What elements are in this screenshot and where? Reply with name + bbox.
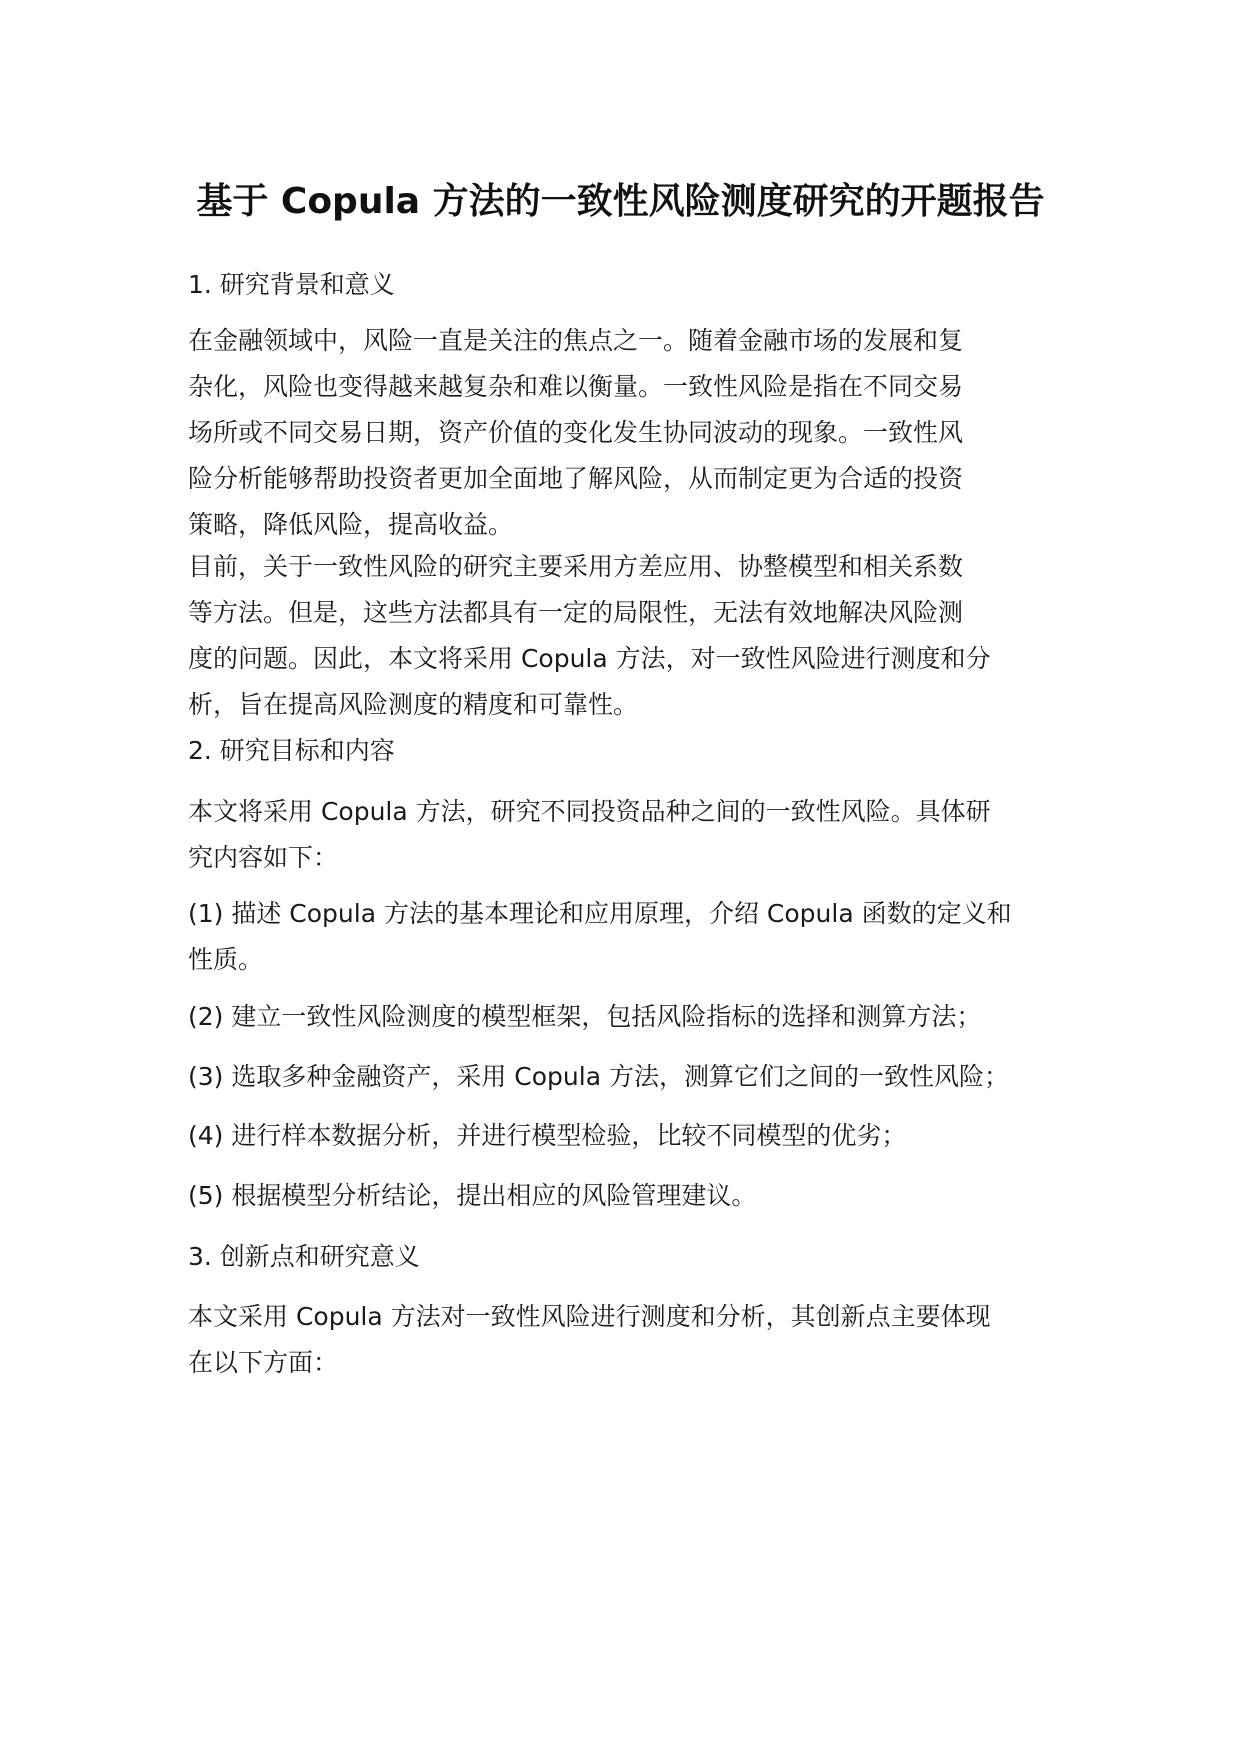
paragraph-background-1: 在金融领域中，风险一直是关注的焦点之一。随着金融市场的发展和复 杂化，风险也变得越来越复杂和难以衡量。一致性风险是指在不同交易 场所或不同交易日期，资产价值的变化发生协同波动的现象。一致性风 险分析能够帮助投资者更加全面地了解风险，从而制定更为合适的投资 策略，降低风险，提高收益。	[188, 326, 964, 539]
list-item-5: (5) 根据模型分析结论，提出相应的风险管理建议。	[188, 1181, 757, 1210]
document-title: 基于 Copula 方法的一致性风险测度研究的开题报告	[196, 181, 1045, 222]
list-item-2: (2) 建立一致性风险测度的模型框架，包括风险指标的选择和测算方法；	[188, 1002, 982, 1031]
section-heading-background: 1. 研究背景和意义	[188, 270, 395, 299]
paragraph-background-2: 目前，关于一致性风险的研究主要采用方差应用、协整模型和相关系数 等方法。但是，这些方法都具有一定的局限性，无法有效地解决风险测 度的问题。因此，本文将采用 Copula 方法，对一致性风险进行测度和分 析，旨在提高风险测度的精度和可靠性。	[188, 552, 991, 719]
section-heading-goals: 2. 研究目标和内容	[188, 736, 395, 765]
paragraph-innovation-intro: 本文采用 Copula 方法对一致性风险进行测度和分析，其创新点主要体现 在以下方面：	[188, 1302, 991, 1377]
paragraph-goals-intro: 本文将采用 Copula 方法，研究不同投资品种之间的一致性风险。具体研 究内容如下：	[188, 797, 991, 872]
list-item-3: (3) 选取多种金融资产，采用 Copula 方法，测算它们之间的一致性风险；	[188, 1062, 1009, 1091]
list-item-4: (4) 进行样本数据分析，并进行模型检验，比较不同模型的优劣；	[188, 1121, 907, 1150]
list-item-1: (1) 描述 Copula 方法的基本理论和应用原理，介绍 Copula 函数的定义和 性质。	[188, 899, 1012, 974]
section-heading-innovation: 3. 创新点和研究意义	[188, 1242, 420, 1271]
